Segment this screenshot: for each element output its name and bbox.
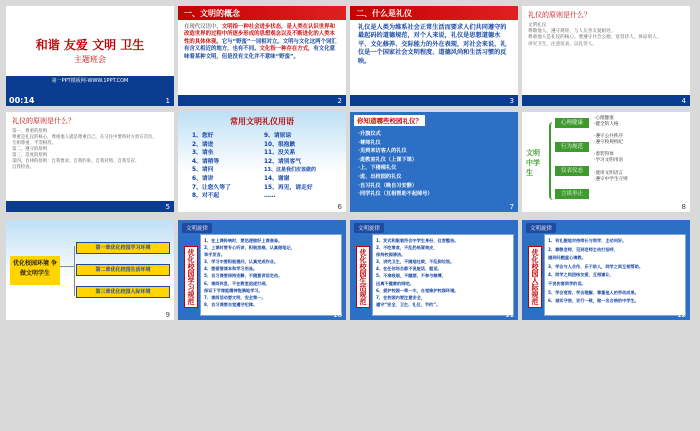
body-text: 它与“野蛮”一词相对立。文明与文化这两个词汇有含义相近的地方，也有不同。: [184, 38, 337, 53]
phrase-item: 13、这是我们应该做的: [264, 167, 316, 174]
slide-number: 8: [681, 203, 686, 211]
slide-thumbnail-2[interactable]: [178, 6, 346, 106]
slide-header: 一、文明的概念: [184, 9, 240, 18]
list-item: 3、学习中要积极提问，认真完成作业。: [204, 259, 279, 265]
body-line: 自我检查。: [12, 165, 34, 170]
list-item: ·自习礼仪（晚自习安静）: [358, 182, 418, 189]
list-item: 保持校园清洁。: [376, 252, 406, 258]
phrase-list-left: [192, 132, 231, 201]
list-item: 5、学会宽容，学会理解，尊重他人的劳动成果。: [548, 289, 639, 295]
phrase-item: 11、没关系: [264, 150, 296, 157]
body-line: 尊重是礼仪的核心，尊重他人就是尊重自己，在交往中要将对方放在首位，: [12, 135, 157, 140]
list-item: ·同学礼仪（互相帮助不起绰号）: [358, 191, 433, 198]
list-item: 举手发言。: [204, 252, 225, 258]
slide-title: 礼仪的原则是什么？: [12, 117, 75, 125]
list-item: ·见到来访客人的礼仪: [358, 148, 407, 155]
note-item: ·遵守中学生守则: [594, 176, 628, 182]
list-item: ·上、下楼梯礼仪: [358, 165, 397, 172]
slide-footer-bar: [350, 95, 518, 106]
list-item: ·尊师礼仪: [358, 139, 381, 146]
note-item: ·遵守公共秩序: [594, 134, 624, 140]
phrase-item: 3、请坐: [192, 150, 214, 157]
slide-header-bar: [178, 6, 346, 20]
slide-thumbnail-10[interactable]: [178, 220, 346, 320]
list-item: 5、不准吸烟，不酗酒，不参与赌博，: [376, 273, 446, 279]
content-panel: [372, 234, 514, 316]
chapter-box[interactable]: 第三章优化校园人际环境: [76, 286, 170, 298]
list-item: 保证下节课能精神饱满地学习。: [204, 287, 263, 293]
slide-number: 10: [333, 311, 342, 319]
content-panel: [200, 234, 342, 316]
list-item: 7、课间活动要文明，安全第一。: [204, 294, 266, 300]
slide-number: 5: [165, 203, 170, 211]
list-item: ·进、出校园的礼仪: [358, 173, 402, 180]
category-box: 心理健康: [555, 118, 589, 128]
slide-number: 4: [681, 97, 686, 105]
phrase-item: 6、请讲: [192, 175, 214, 182]
slide-thumbnail-7[interactable]: [350, 112, 518, 212]
body-highlight: 文明指一种社会进步状态，是人类在认识世界和改造世界的过程中所逐步形成的思想观念以及不断进化的人类本性的具体体现。: [184, 24, 335, 45]
center-label: 文明中学生: [526, 149, 540, 177]
list-item: 6、诚实守信，言行一致，做一名合格的中学生。: [548, 298, 639, 304]
category-box: 仪表仪态: [555, 166, 589, 176]
slide-timer: 00:14: [9, 96, 35, 105]
list-item: 2、上课时要专心听讲，积极思维，认真做笔记，: [204, 245, 295, 251]
body-text: 有文化意味着某种文明，但是没有文化并不意味“野蛮”。: [184, 46, 335, 60]
note-item: ·心理健康: [594, 116, 614, 121]
list-item: 6、课间休息，不在教室追逐打闹，: [204, 280, 270, 286]
slide-number: 1: [165, 97, 170, 105]
slide-thumbnail-5[interactable]: [6, 112, 174, 212]
list-item: 2、不吃零食，不乱扔纸屑果皮，: [376, 245, 438, 251]
rule-list: [201, 235, 341, 310]
theme-box: 优化校园环境 争做文明学生: [10, 256, 60, 285]
phrase-item: 10、很抱歉: [264, 141, 296, 148]
body-line: 第一，尊重的原则: [12, 129, 48, 134]
list-item: ·升旗仪式: [358, 131, 381, 137]
slide-number: 12: [677, 311, 686, 319]
slide-thumbnail-6[interactable]: [178, 112, 346, 212]
note-item: ·着装得体: [594, 152, 614, 158]
note-item: ·使用文明语言: [594, 170, 624, 176]
list-item: 6、爱护校园一草一木，自觉维护校园环境。: [376, 287, 459, 293]
slide-header-bar: [350, 6, 518, 20]
list-item: 3、学会与人合作，乐于助人，同学之间互相帮助。: [548, 263, 644, 269]
slide-thumbnail-8[interactable]: [522, 112, 690, 212]
list-item: 不说伤害同学的话。: [548, 280, 586, 286]
note-item: ·健全的人格: [594, 122, 619, 128]
body-line: 第二，遵守的原则: [12, 147, 48, 152]
slide-title: 你知道哪些校园礼仪？: [354, 115, 425, 126]
connector-line: [60, 266, 74, 267]
note-item: ·学习文明用语: [594, 158, 624, 164]
slide-thumbnail-1[interactable]: [6, 6, 174, 106]
list-item: 遵守“安全、卫生、礼仪、节约”。: [376, 301, 441, 307]
vertical-title: 优化校园学习规范: [184, 246, 198, 308]
list-item: 远离不健康的网吧。: [376, 280, 414, 286]
body-text: 在现代汉语中，: [184, 24, 222, 30]
phrase-list-right: [264, 132, 316, 201]
list-item: 1、发式和服装符合中学生身份，仪容整洁。: [376, 238, 459, 243]
list-item: 8、自习课要自觉遵守纪律。: [204, 301, 258, 307]
content-panel: [544, 234, 686, 316]
phrase-item: 15、再见，请走好: [264, 184, 313, 191]
slide-title: 常用文明礼仪用语: [230, 117, 294, 126]
slide-number: 3: [509, 97, 514, 105]
list-item: 4、在任何场合都不说脏话、粗话。: [376, 266, 442, 272]
slide-thumbnail-12[interactable]: [522, 220, 690, 320]
slide-thumbnail-4[interactable]: [522, 6, 690, 106]
campus-etiquette-list: [358, 130, 433, 199]
list-item: 1、在上课铃响时，要迅速做好上课准备。: [204, 238, 283, 243]
list-item: 5、自习课要保持安静，不随意讲话走动。: [204, 273, 283, 279]
slide-tag: 文明旋律: [354, 223, 384, 233]
body-line: 尊敬他人、遵守规矩，与人友善友爱相处。: [528, 29, 616, 35]
slide-body: 礼仪是人类为维系社会正常生活而要求人们共同遵守的最起码的道德规范，对个人来说，礼仪是思想道德水平、文化修养、交际能力的外在表现，对社会来说，礼仪是一个国家社会文明程度、道德风尚和生活习惯的反映。: [358, 24, 507, 65]
list-item: 7、在校园内要注意安全，: [376, 294, 425, 300]
phrase-item: 8、对不起: [192, 193, 220, 200]
slide-number: 2: [337, 97, 342, 105]
list-item: 1、有礼貌地对待师长与同学，主动问好。: [548, 238, 627, 243]
vertical-title: 优化校园生活规范: [356, 246, 370, 308]
note-item: ·遵守校规校纪: [594, 140, 624, 146]
list-item: 2、尊敬老师，见到老师主动打招呼，: [548, 246, 618, 252]
category-box: 行为规范: [555, 142, 589, 152]
slide-subtitle: 主题班会: [74, 55, 106, 64]
slide-thumbnail-11[interactable]: [350, 220, 518, 320]
list-item: 4、要爱惜课本和学习用品。: [204, 266, 258, 272]
list-item: 3、讲究卫生，不随地吐痰，不乱倒垃圾。: [376, 259, 455, 265]
rule-list: [373, 235, 513, 310]
body-line: 第四，自律的原则：自我要求、自我约束、自我对照、自我反省、: [12, 159, 140, 164]
phrase-item: 12、请别客气: [264, 158, 302, 165]
body-highlight: 文化指一种存在方式，: [259, 46, 314, 53]
slide-number: 6: [337, 203, 342, 211]
phrase-item: 7、让您久等了: [192, 184, 231, 191]
slide-tag: 文明旋律: [526, 223, 556, 233]
body-line: 文明礼仪: [528, 23, 547, 28]
phrase-item: 4、请稍等: [192, 158, 220, 165]
phrase-item: 2、请进: [192, 141, 214, 148]
rule-list: [545, 235, 685, 308]
slide-footer-bar: [178, 95, 346, 106]
slide-footer-bar: [522, 95, 690, 106]
slide-thumbnail-9[interactable]: [6, 220, 174, 320]
list-item: 遇到问题虚心请教。: [548, 255, 586, 261]
slide-number: 11: [505, 311, 514, 319]
slide-header: 二、什么是礼仪: [356, 9, 412, 18]
phrase-item: 1、您好: [192, 133, 214, 139]
slide-body: [12, 129, 170, 171]
chapter-box[interactable]: 第二章优化校园生活环境: [76, 264, 170, 276]
slide-body: [528, 23, 686, 48]
body-line: 尊重他人是礼仪的核心。要遵守社会公德，宽容待人，体谅别人，: [528, 35, 662, 41]
phrase-item: 14、谢谢: [264, 175, 290, 182]
phrase-item: ……: [264, 193, 276, 200]
list-item: 4、同学之间团结友爱，互相谦让，: [548, 272, 614, 278]
category-notes: [594, 116, 628, 183]
list-item: ·进教室礼仪（上课下课）: [358, 156, 418, 163]
phrase-item: 5、请问: [192, 167, 214, 174]
slide-number: 7: [509, 203, 514, 211]
brace-icon: [549, 122, 553, 200]
slide-number: 9: [165, 311, 170, 319]
category-box: 言谈举止: [555, 189, 589, 199]
slide-footer-bar: [6, 201, 174, 212]
phrase-item: 9、请原谅: [264, 133, 292, 139]
slide-thumbnail-3[interactable]: [350, 6, 518, 106]
slide-title: 和谐 友爱 文明 卫生: [35, 38, 145, 52]
slide-source: 第一PPT模板网-WWW.1PPT.COM: [51, 78, 129, 84]
body-line: 讲究卫生，注意仪表，以礼待人。: [528, 41, 597, 47]
body-line: 互相尊重、平等相待。: [12, 141, 56, 146]
connector-line: [74, 246, 75, 296]
vertical-title: 优化校园人际规范: [528, 246, 542, 308]
slide-title: 礼仪的原则是什么？: [528, 11, 591, 19]
chapter-box[interactable]: 第一章优化校园学习环境: [76, 242, 170, 254]
body-line: 第三，适度的原则: [12, 153, 48, 158]
slide-body: [184, 24, 340, 61]
slide-tag: 文明旋律: [182, 223, 212, 233]
